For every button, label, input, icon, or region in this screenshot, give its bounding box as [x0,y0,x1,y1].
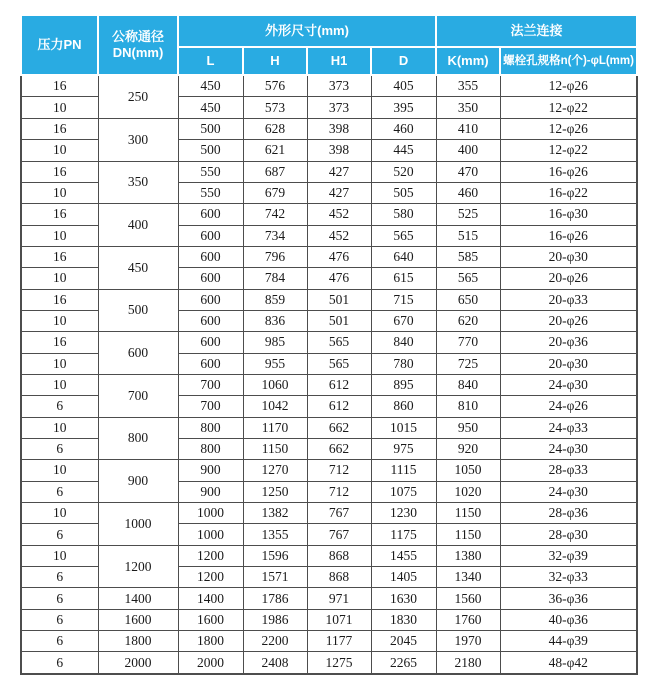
cell-dn: 800 [98,417,178,460]
cell-l: 900 [178,460,243,481]
cell-k: 585 [436,246,500,267]
cell-k: 470 [436,161,500,182]
cell-k: 1050 [436,460,500,481]
header-dimensions-group: 外形尺寸(mm) [178,15,436,47]
cell-bolt-spec: 16-φ26 [500,161,637,182]
cell-bolt-spec: 24-φ26 [500,396,637,417]
cell-k: 1150 [436,524,500,545]
cell-k: 770 [436,332,500,353]
cell-h: 1042 [243,396,307,417]
cell-h1: 427 [307,182,371,203]
cell-h: 985 [243,332,307,353]
cell-pn: 6 [21,481,98,502]
cell-bolt-spec: 32-φ33 [500,567,637,588]
cell-l: 600 [178,353,243,374]
cell-h1: 662 [307,417,371,438]
cell-dn: 1400 [98,588,178,609]
cell-pn: 6 [21,588,98,609]
cell-h1: 767 [307,524,371,545]
cell-k: 2180 [436,652,500,674]
cell-bolt-spec: 20-φ26 [500,268,637,289]
cell-bolt-spec: 28-φ36 [500,503,637,524]
cell-dn: 400 [98,204,178,247]
cell-k: 950 [436,417,500,438]
cell-pn: 16 [21,204,98,225]
cell-bolt-spec: 24-φ30 [500,481,637,502]
cell-h: 784 [243,268,307,289]
cell-bolt-spec: 36-φ36 [500,588,637,609]
table-body [21,75,637,674]
cell-h: 1170 [243,417,307,438]
cell-pn: 10 [21,225,98,246]
cell-h1: 398 [307,140,371,161]
header-row-groups [21,15,637,47]
cell-h1: 427 [307,161,371,182]
spec-table-container [20,14,638,675]
cell-h: 836 [243,310,307,331]
cell-d: 1075 [371,481,436,502]
cell-d: 1175 [371,524,436,545]
subheader-d: D [371,47,436,75]
cell-k: 1970 [436,631,500,652]
cell-h: 1150 [243,438,307,459]
cell-bolt-spec: 12-φ26 [500,118,637,139]
cell-d: 1455 [371,545,436,566]
cell-pn: 16 [21,332,98,353]
cell-k: 620 [436,310,500,331]
cell-d: 670 [371,310,436,331]
cell-d: 460 [371,118,436,139]
cell-k: 920 [436,438,500,459]
cell-h1: 476 [307,246,371,267]
cell-k: 1760 [436,609,500,630]
cell-bolt-spec: 20-φ36 [500,332,637,353]
cell-h1: 565 [307,332,371,353]
cell-bolt-spec: 44-φ39 [500,631,637,652]
cell-l: 700 [178,396,243,417]
cell-h: 679 [243,182,307,203]
cell-k: 1020 [436,481,500,502]
cell-pn: 10 [21,353,98,374]
cell-pn: 16 [21,289,98,310]
cell-k: 400 [436,140,500,161]
cell-dn: 500 [98,289,178,332]
cell-k: 350 [436,97,500,118]
cell-dn: 600 [98,332,178,375]
cell-l: 1000 [178,524,243,545]
cell-d: 445 [371,140,436,161]
table-row [21,289,637,310]
cell-l: 1600 [178,609,243,630]
cell-bolt-spec: 20-φ30 [500,246,637,267]
cell-h: 2408 [243,652,307,674]
cell-h: 955 [243,353,307,374]
cell-k: 355 [436,75,500,97]
cell-d: 615 [371,268,436,289]
cell-bolt-spec: 40-φ36 [500,609,637,630]
cell-h1: 476 [307,268,371,289]
cell-bolt-spec: 48-φ42 [500,652,637,674]
cell-d: 1830 [371,609,436,630]
subheader-l: L [178,47,243,75]
cell-l: 700 [178,374,243,395]
cell-d: 975 [371,438,436,459]
cell-l: 500 [178,140,243,161]
cell-l: 600 [178,246,243,267]
cell-h: 742 [243,204,307,225]
cell-h1: 1177 [307,631,371,652]
cell-dn: 450 [98,246,178,289]
table-row [21,588,637,609]
cell-bolt-spec: 16-φ22 [500,182,637,203]
cell-l: 1800 [178,631,243,652]
table-row [21,460,637,481]
cell-d: 520 [371,161,436,182]
cell-k: 410 [436,118,500,139]
cell-bolt-spec: 28-φ30 [500,524,637,545]
cell-l: 600 [178,268,243,289]
cell-d: 780 [371,353,436,374]
cell-l: 1000 [178,503,243,524]
cell-h: 1786 [243,588,307,609]
cell-pn: 16 [21,118,98,139]
cell-d: 1630 [371,588,436,609]
flange-spec-table [20,14,638,675]
cell-h1: 1275 [307,652,371,674]
cell-h: 573 [243,97,307,118]
cell-pn: 10 [21,460,98,481]
cell-d: 895 [371,374,436,395]
cell-h: 734 [243,225,307,246]
table-row [21,246,637,267]
cell-dn: 2000 [98,652,178,674]
cell-h1: 662 [307,438,371,459]
cell-l: 550 [178,182,243,203]
cell-h: 621 [243,140,307,161]
cell-pn: 16 [21,246,98,267]
cell-bolt-spec: 24-φ30 [500,438,637,459]
cell-dn: 1600 [98,609,178,630]
cell-dn: 700 [98,374,178,417]
cell-l: 450 [178,75,243,97]
cell-pn: 10 [21,182,98,203]
cell-h: 2200 [243,631,307,652]
cell-h: 1270 [243,460,307,481]
cell-l: 900 [178,481,243,502]
cell-d: 640 [371,246,436,267]
header-dn-line1: 公称通径 [111,28,164,44]
cell-k: 725 [436,353,500,374]
cell-k: 1150 [436,503,500,524]
cell-bolt-spec: 12-φ22 [500,97,637,118]
cell-d: 1115 [371,460,436,481]
cell-l: 1200 [178,545,243,566]
cell-h1: 373 [307,75,371,97]
cell-d: 505 [371,182,436,203]
table-row [21,417,637,438]
table-row [21,503,637,524]
cell-l: 800 [178,438,243,459]
table-row [21,332,637,353]
subheader-bolt-spec: 螺栓孔规格n(个)-φL(mm) [500,47,637,75]
cell-h1: 971 [307,588,371,609]
cell-k: 565 [436,268,500,289]
cell-h1: 501 [307,289,371,310]
cell-h: 1250 [243,481,307,502]
cell-bolt-spec: 28-φ33 [500,460,637,481]
cell-pn: 16 [21,75,98,97]
table-row [21,545,637,566]
cell-pn: 10 [21,545,98,566]
table-row [21,631,637,652]
cell-d: 860 [371,396,436,417]
cell-k: 650 [436,289,500,310]
cell-k: 460 [436,182,500,203]
cell-bolt-spec: 32-φ39 [500,545,637,566]
cell-dn: 1000 [98,503,178,546]
cell-h: 687 [243,161,307,182]
cell-d: 405 [371,75,436,97]
cell-l: 2000 [178,652,243,674]
cell-pn: 6 [21,524,98,545]
cell-d: 2045 [371,631,436,652]
table-row [21,204,637,225]
cell-k: 515 [436,225,500,246]
cell-h: 628 [243,118,307,139]
cell-l: 600 [178,289,243,310]
cell-dn: 300 [98,118,178,161]
cell-pn: 6 [21,609,98,630]
cell-k: 525 [436,204,500,225]
table-header [21,15,637,75]
table-row [21,118,637,139]
cell-bolt-spec: 12-φ26 [500,75,637,97]
header-flange-group: 法兰连接 [436,15,637,47]
cell-pn: 10 [21,374,98,395]
cell-d: 580 [371,204,436,225]
cell-l: 500 [178,118,243,139]
cell-pn: 10 [21,268,98,289]
cell-d: 1405 [371,567,436,588]
cell-l: 600 [178,204,243,225]
cell-bolt-spec: 20-φ26 [500,310,637,331]
cell-bolt-spec: 20-φ33 [500,289,637,310]
cell-l: 800 [178,417,243,438]
cell-h1: 398 [307,118,371,139]
cell-h1: 452 [307,225,371,246]
table-row [21,75,637,97]
header-dn-line2: DN(mm) [112,45,164,60]
cell-pn: 16 [21,161,98,182]
subheader-h1: H1 [307,47,371,75]
cell-d: 395 [371,97,436,118]
cell-k: 840 [436,374,500,395]
cell-h1: 868 [307,567,371,588]
cell-l: 600 [178,310,243,331]
cell-h: 1986 [243,609,307,630]
cell-h1: 373 [307,97,371,118]
cell-h: 1382 [243,503,307,524]
cell-h: 1571 [243,567,307,588]
cell-l: 1200 [178,567,243,588]
cell-h: 1355 [243,524,307,545]
cell-k: 1380 [436,545,500,566]
cell-pn: 6 [21,652,98,674]
cell-l: 600 [178,332,243,353]
cell-pn: 10 [21,140,98,161]
subheader-k: K(mm) [436,47,500,75]
cell-h1: 712 [307,460,371,481]
cell-pn: 10 [21,97,98,118]
table-row [21,609,637,630]
cell-h: 796 [243,246,307,267]
cell-bolt-spec: 24-φ30 [500,374,637,395]
cell-h1: 1071 [307,609,371,630]
cell-h1: 868 [307,545,371,566]
cell-h1: 767 [307,503,371,524]
subheader-h: H [243,47,307,75]
cell-h1: 565 [307,353,371,374]
cell-h1: 452 [307,204,371,225]
cell-bolt-spec: 20-φ30 [500,353,637,374]
cell-k: 810 [436,396,500,417]
cell-h: 1596 [243,545,307,566]
cell-dn: 350 [98,161,178,204]
table-row [21,161,637,182]
cell-l: 1400 [178,588,243,609]
header-pressure-pn: 压力PN [21,15,98,75]
header-nominal-diameter [98,15,178,75]
cell-pn: 6 [21,567,98,588]
cell-dn: 900 [98,460,178,503]
cell-bolt-spec: 24-φ33 [500,417,637,438]
cell-h1: 501 [307,310,371,331]
cell-pn: 10 [21,310,98,331]
cell-l: 550 [178,161,243,182]
cell-h1: 612 [307,374,371,395]
cell-k: 1340 [436,567,500,588]
cell-dn: 250 [98,75,178,118]
cell-pn: 6 [21,396,98,417]
cell-h: 1060 [243,374,307,395]
table-row [21,374,637,395]
cell-pn: 6 [21,631,98,652]
cell-d: 1015 [371,417,436,438]
cell-d: 1230 [371,503,436,524]
cell-pn: 10 [21,503,98,524]
table-row [21,652,637,674]
cell-l: 450 [178,97,243,118]
cell-bolt-spec: 16-φ30 [500,204,637,225]
cell-h1: 712 [307,481,371,502]
cell-dn: 1200 [98,545,178,588]
cell-d: 565 [371,225,436,246]
cell-pn: 10 [21,417,98,438]
cell-bolt-spec: 16-φ26 [500,225,637,246]
cell-d: 715 [371,289,436,310]
cell-bolt-spec: 12-φ22 [500,140,637,161]
cell-k: 1560 [436,588,500,609]
cell-pn: 6 [21,438,98,459]
cell-h: 576 [243,75,307,97]
cell-l: 600 [178,225,243,246]
cell-h1: 612 [307,396,371,417]
cell-h: 859 [243,289,307,310]
cell-d: 2265 [371,652,436,674]
cell-dn: 1800 [98,631,178,652]
cell-d: 840 [371,332,436,353]
